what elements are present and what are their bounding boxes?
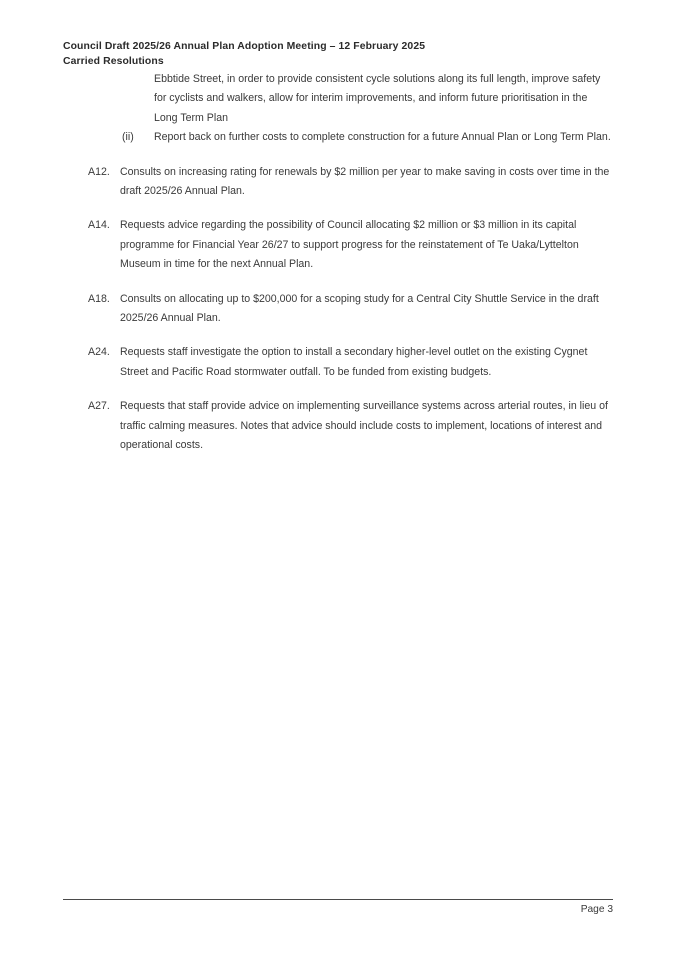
resolution-item-a18 — [63, 290, 613, 329]
resolution-item-a14 — [63, 216, 613, 274]
resolution-text: Requests advice regarding the possibility of Council allocating $2 million or $3 million in its capital programme for Financial Year 26/27 to support progress for the reinstatement of Te Uaka/Lyttelton Museum in time for the next Annual Plan. — [120, 219, 579, 271]
list-item-text: Report back on further costs to complete construction for a future Annual Plan or Long Term Plan. — [154, 131, 611, 144]
document-footer — [63, 899, 613, 917]
list-item-marker: (ii) — [122, 131, 134, 144]
header-title-line: Council Draft 2025/26 Annual Plan Adoption Meeting – 12 February 2025 — [63, 41, 426, 52]
header-subtitle-line: Carried Resolutions — [63, 56, 164, 68]
continuation-paragraph: Ebbtide Street, in order to provide consistent cycle solutions along its full length, improve safety for cyclists and walkers, allow for interim improvements, and inform future prioritisation in the Long Term Plan — [154, 73, 601, 124]
resolution-text: Consults on increasing rating for renewals by $2 million per year to make saving in costs over time in the draft 2025/26 Annual Plan. — [120, 165, 610, 198]
page-number: Page 3 — [580, 904, 613, 915]
resolution-text: Consults on allocating up to $200,000 for a scoping study for a Central City Shuttle Service in the draft 2025/26 Annual Plan. — [120, 292, 599, 325]
resolution-item-a27 — [63, 397, 613, 455]
document-header — [63, 39, 613, 69]
resolution-marker: A12. — [88, 165, 110, 178]
resolution-marker: A18. — [88, 292, 110, 305]
resolution-marker: A24. — [88, 346, 110, 359]
resolution-item-a24 — [63, 343, 613, 382]
document-body — [63, 70, 613, 456]
list-item — [63, 128, 613, 147]
resolution-marker: A27. — [88, 400, 110, 413]
resolution-marker: A14. — [88, 219, 110, 232]
resolution-item-a12 — [63, 163, 613, 202]
footer-divider — [63, 899, 613, 900]
resolution-text: Requests that staff provide advice on implementing surveillance systems across arterial routes, in lieu of traffic calming measures. Notes that advice should include costs to implement, locations of interest and operational costs. — [120, 400, 608, 452]
resolution-text: Requests staff investigate the option to install a secondary higher-level outlet on the existing Cygnet Street and Pacific Road stormwater outfall. To be funded from existing budgets. — [120, 346, 588, 378]
